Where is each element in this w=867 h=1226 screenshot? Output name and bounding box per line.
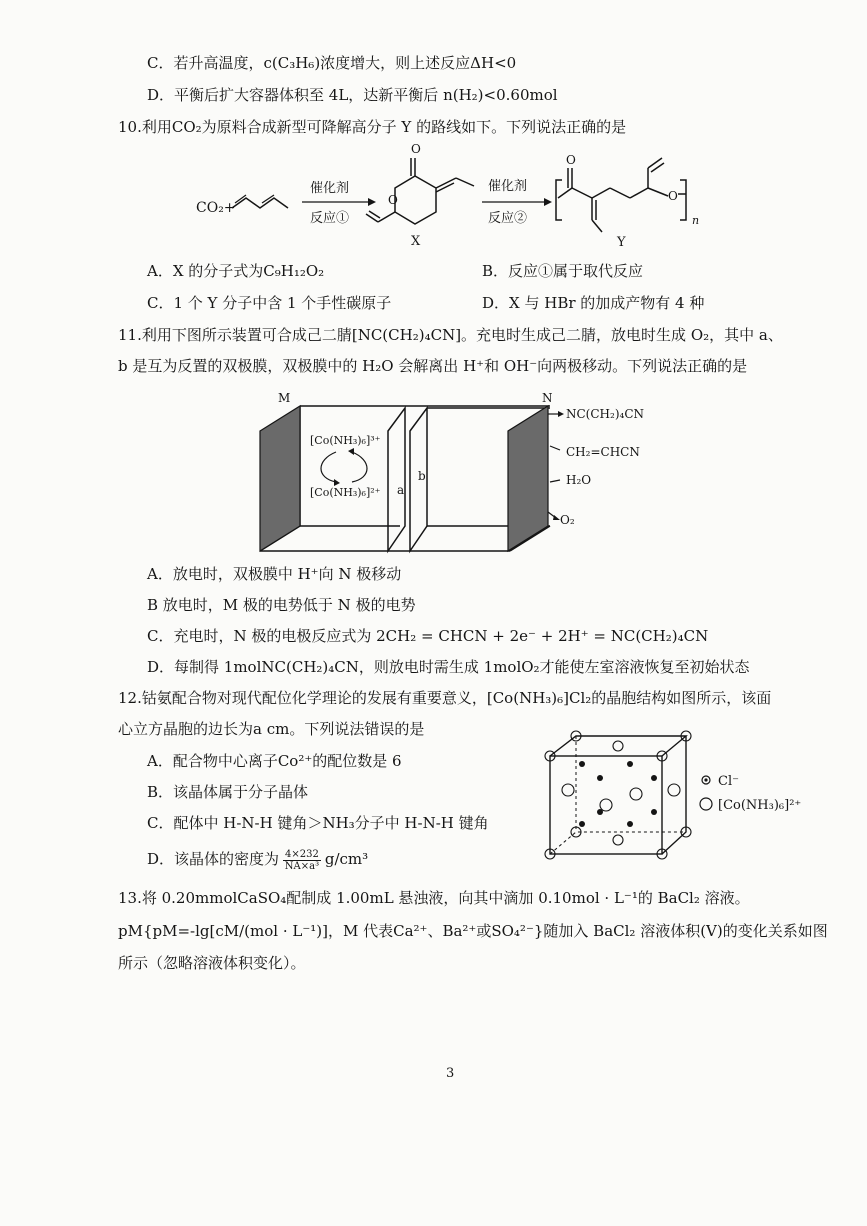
q10-label-y: Y bbox=[617, 235, 626, 250]
y-ether-o: O bbox=[668, 189, 678, 203]
q11-electrolysis-diagram bbox=[250, 386, 670, 558]
q10-reaction2: 反应② bbox=[488, 211, 528, 226]
q12-stem-line2: 心立方晶胞的边长为a cm。下列说法错误的是 bbox=[118, 720, 425, 738]
q10-reaction1: 反应① bbox=[310, 211, 350, 226]
page-number: 3 bbox=[446, 1066, 455, 1081]
legend-cl-label: Cl⁻ bbox=[718, 774, 739, 789]
q10-option-c: C．1 个 Y 分子中含 1 个手性碳原子 bbox=[147, 294, 392, 312]
x-carbonyl-o: O bbox=[411, 142, 421, 156]
q13-line2: pM{pM=-lg[cM/(mol · L⁻¹)]，M 代表Ca²⁺、Ba²⁺或SO₄²⁻}随加入 BaCl₂ 溶液体积(V)的变化关系如图 bbox=[118, 922, 828, 940]
density-fraction bbox=[283, 849, 321, 872]
density-unit: g/cm³ bbox=[324, 850, 369, 868]
membrane-a-label: a bbox=[397, 483, 405, 497]
product4-label: O₂ bbox=[560, 513, 575, 527]
x-ring-o: O bbox=[388, 193, 398, 207]
q11-stem-line2: b 是互为反置的双极膜，双极膜中的 H₂O 会解离出 H⁺和 OH⁻向两极移动。下列说法正确的是 bbox=[118, 357, 748, 375]
q10-catalyst2: 催化剂 bbox=[488, 179, 528, 194]
q12-option-c: C．配体中 H-N-H 键角＞NH₃分子中 H-N-H 键角 bbox=[147, 814, 489, 832]
q10-label-x: X bbox=[411, 234, 421, 249]
q11-option-a: A．放电时，双极膜中 H⁺向 N 极移动 bbox=[147, 565, 402, 583]
q9-option-d: D．平衡后扩大容器体积至 4L，达新平衡后 n(H₂)<0.60mol bbox=[147, 86, 558, 104]
q9-option-c: C．若升高温度，c(C₃H₆)浓度增大，则上述反应ΔH<0 bbox=[147, 54, 517, 72]
polymer-y-structure bbox=[556, 158, 686, 232]
q11-option-b: B 放电时，M 极的电势低于 N 极的电势 bbox=[147, 596, 416, 614]
q12-stem-line1: 12.钴氨配合物对现代配位化学理论的发展有重要意义，[Co(NH₃)₆]Cl₂的晶胞结构如图所示，该面 bbox=[118, 689, 772, 707]
q11-option-d: D．每制得 1molNC(CH₂)₄CN，则放电时需生成 1molO₂才能使左室溶液恢复至初始状态 bbox=[147, 658, 750, 676]
q10-catalyst1: 催化剂 bbox=[310, 181, 350, 196]
electrode-m bbox=[260, 406, 300, 551]
q10-reactant-text: CO₂+ bbox=[196, 200, 236, 216]
product2-label: CH₂=CHCN bbox=[566, 445, 640, 459]
electrode-m-label: M bbox=[278, 391, 291, 405]
density-numerator: 4×232 bbox=[285, 848, 319, 860]
product3-label: H₂O bbox=[566, 473, 592, 487]
density-denominator: NA×a³ bbox=[284, 860, 320, 872]
membrane-b-label: b bbox=[418, 469, 426, 483]
q13-line1: 13.将 0.20mmolCaSO₄配制成 1.00mL 悬浊液，向其中滴加 0.10mol · L⁻¹的 BaCl₂ 溶液。 bbox=[118, 889, 750, 907]
q12-option-b: B．该晶体属于分子晶体 bbox=[147, 783, 309, 801]
q11-stem-line1: 11.利用下图所示装置可合成己二腈[NC(CH₂)₄CN]。充电时生成己二腈，放电时生成 O₂，其中 a、 bbox=[118, 326, 783, 344]
q12-unit-cell-diagram bbox=[540, 728, 840, 860]
y-carbonyl-o: O bbox=[566, 153, 576, 167]
chloride-ions bbox=[579, 761, 657, 827]
cycle-arrow-left bbox=[321, 452, 336, 482]
q10-option-b: B．反应①属于取代反应 bbox=[482, 262, 644, 280]
q12-option-a: A．配合物中心离子Co²⁺的配位数是 6 bbox=[147, 752, 402, 770]
cell-box bbox=[260, 406, 550, 551]
legend-complex-marker bbox=[700, 798, 712, 810]
q10-reaction-scheme bbox=[190, 140, 710, 255]
compound-x-structure bbox=[366, 158, 474, 224]
q10-option-d: D．X 与 HBr 的加成产物有 4 种 bbox=[482, 294, 705, 312]
q11-option-c: C．充电时，N 极的电极反应式为 2CH₂ = CHCN + 2e⁻ + 2H⁺ = NC(CH₂)₄CN bbox=[147, 627, 709, 645]
q10-subscript-n: n bbox=[692, 214, 700, 227]
q13-line3: 所示（忽略溶液体积变化）。 bbox=[118, 954, 306, 972]
ion-bottom-label: [Co(NH₃)₆]²⁺ bbox=[310, 486, 381, 499]
q10-option-a: A．X 的分子式为C₉H₁₂O₂ bbox=[147, 262, 325, 280]
ion-top-label: [Co(NH₃)₆]³⁺ bbox=[310, 434, 381, 447]
q12-option-d-prefix: D．该晶体的密度为 bbox=[147, 850, 280, 868]
electrode-n-label: N bbox=[542, 391, 553, 405]
electrode-n bbox=[508, 406, 548, 551]
cycle-arrow-right bbox=[352, 452, 367, 482]
q10-stem: 10.利用CO₂为原料合成新型可降解高分子 Y 的路线如下。下列说法正确的是 bbox=[118, 118, 627, 136]
product1-label: NC(CH₂)₄CN bbox=[566, 407, 644, 421]
legend-complex-label: [Co(NH₃)₆]²⁺ bbox=[718, 798, 802, 813]
q12-option-d bbox=[147, 848, 368, 872]
